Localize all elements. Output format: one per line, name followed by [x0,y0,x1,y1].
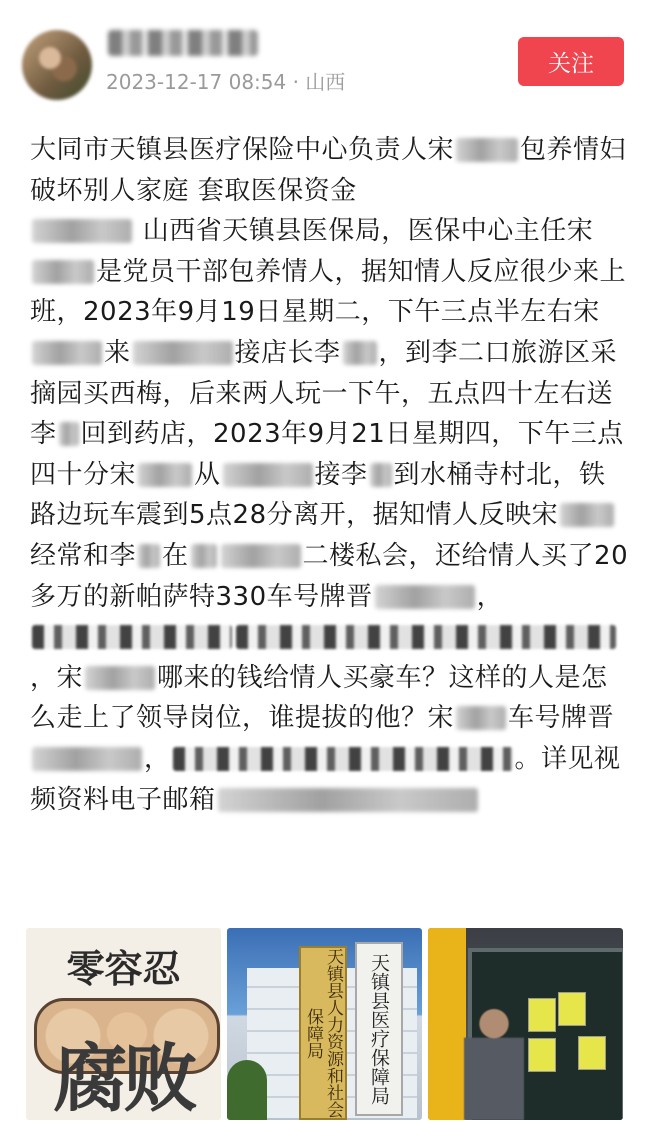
redacted-plate [32,747,142,771]
image-gallery [26,928,624,1120]
gallery-image-2[interactable] [227,928,422,1120]
office-sign-white: 天镇县医疗保障局 [355,942,403,1116]
tree [227,1060,267,1120]
person-figure [464,1008,524,1120]
post-text-segment: 从 [194,459,221,490]
door-notice [578,1036,606,1070]
post-text-segment: 车号牌晋 [508,703,615,734]
redacted-name [343,341,377,365]
post-text-segment: 山西省天镇县医保局，医保中心主任宋 [142,216,594,247]
post-text-segment: 包养情妇破坏别人家庭 套取医保资金 [30,135,627,206]
post-text-segment: ， [476,581,504,612]
post-header [0,0,650,120]
redacted-name [138,463,192,487]
door-notice [558,992,586,1026]
redacted-name [59,422,79,446]
redacted-text [173,747,513,771]
follow-button[interactable]: 关注 [518,37,624,86]
redacted-text [32,625,232,649]
username-redacted[interactable] [108,30,258,56]
yellow-wall [428,928,466,1120]
redacted-name [85,666,155,690]
redacted-name [32,341,102,365]
post-text-segment: 是党员干部包养情人，据知情人反应很少来上班，2023年9月19日星期二，下午三点半左右宋 [30,256,627,328]
post-text-segment: 接店长李 [234,337,341,368]
post-text-segment: 哪来的钱给情人买豪车？这样的人是怎么走上了领导岗位，谁提拔的他？宋 [30,662,608,734]
post-meta: 2023-12-17 08:54 · 山西 [106,70,346,94]
door-notice [528,998,556,1032]
post-text-segment: 接李 [314,459,368,490]
gallery-image-3[interactable] [428,928,623,1120]
post-text-segment: 到水桶寺村北，铁路边玩车震到5点28分离开，据知情人反映宋 [30,459,606,531]
post-text-segment: ，宋 [30,662,84,693]
redacted-text [236,625,616,649]
redacted-text [221,544,301,568]
redacted-plate [375,585,475,609]
post-text-segment: 来 [104,337,131,368]
post-body [30,130,630,820]
post-text-segment: ，到李二口旅游区采摘园买西梅，后来两人玩一下午，五点四十左右送李 [30,337,618,450]
redacted-text [223,463,313,487]
redacted-text [133,341,233,365]
post-text-segment: 经常和李 [30,540,137,571]
image-caption-title: 零容忍 [66,946,181,991]
redacted-name [32,260,94,284]
door-notice [528,1038,556,1072]
redacted-text [32,219,132,243]
redacted-name [370,463,392,487]
redacted-name [456,706,506,730]
avatar[interactable] [22,30,92,100]
redacted-name [138,544,160,568]
post-text-segment: 。详见视频资料电子邮箱 [30,743,621,815]
post-text-segment: 二楼私会，还给情人买了20多万的新帕萨特330车号牌晋 [30,540,629,612]
gallery-image-1[interactable] [26,928,221,1120]
post-text-segment: 在 [162,540,189,571]
post-text-segment: 大同市天镇县医疗保险中心负责人宋 [30,135,455,165]
post-text-segment: ， [144,743,171,774]
post-text-segment: 回到药店，2023年9月21日星期四，下午三点四十分宋 [30,419,624,490]
office-sign-gold: 天镇县人力资源和社会保障局 [299,946,347,1120]
post-text [30,130,630,820]
redacted-name [560,503,614,527]
redacted-email [218,788,478,812]
redacted-name [456,138,518,162]
redacted-text [191,544,217,568]
image-caption-big: 腐败 [53,1036,194,1120]
